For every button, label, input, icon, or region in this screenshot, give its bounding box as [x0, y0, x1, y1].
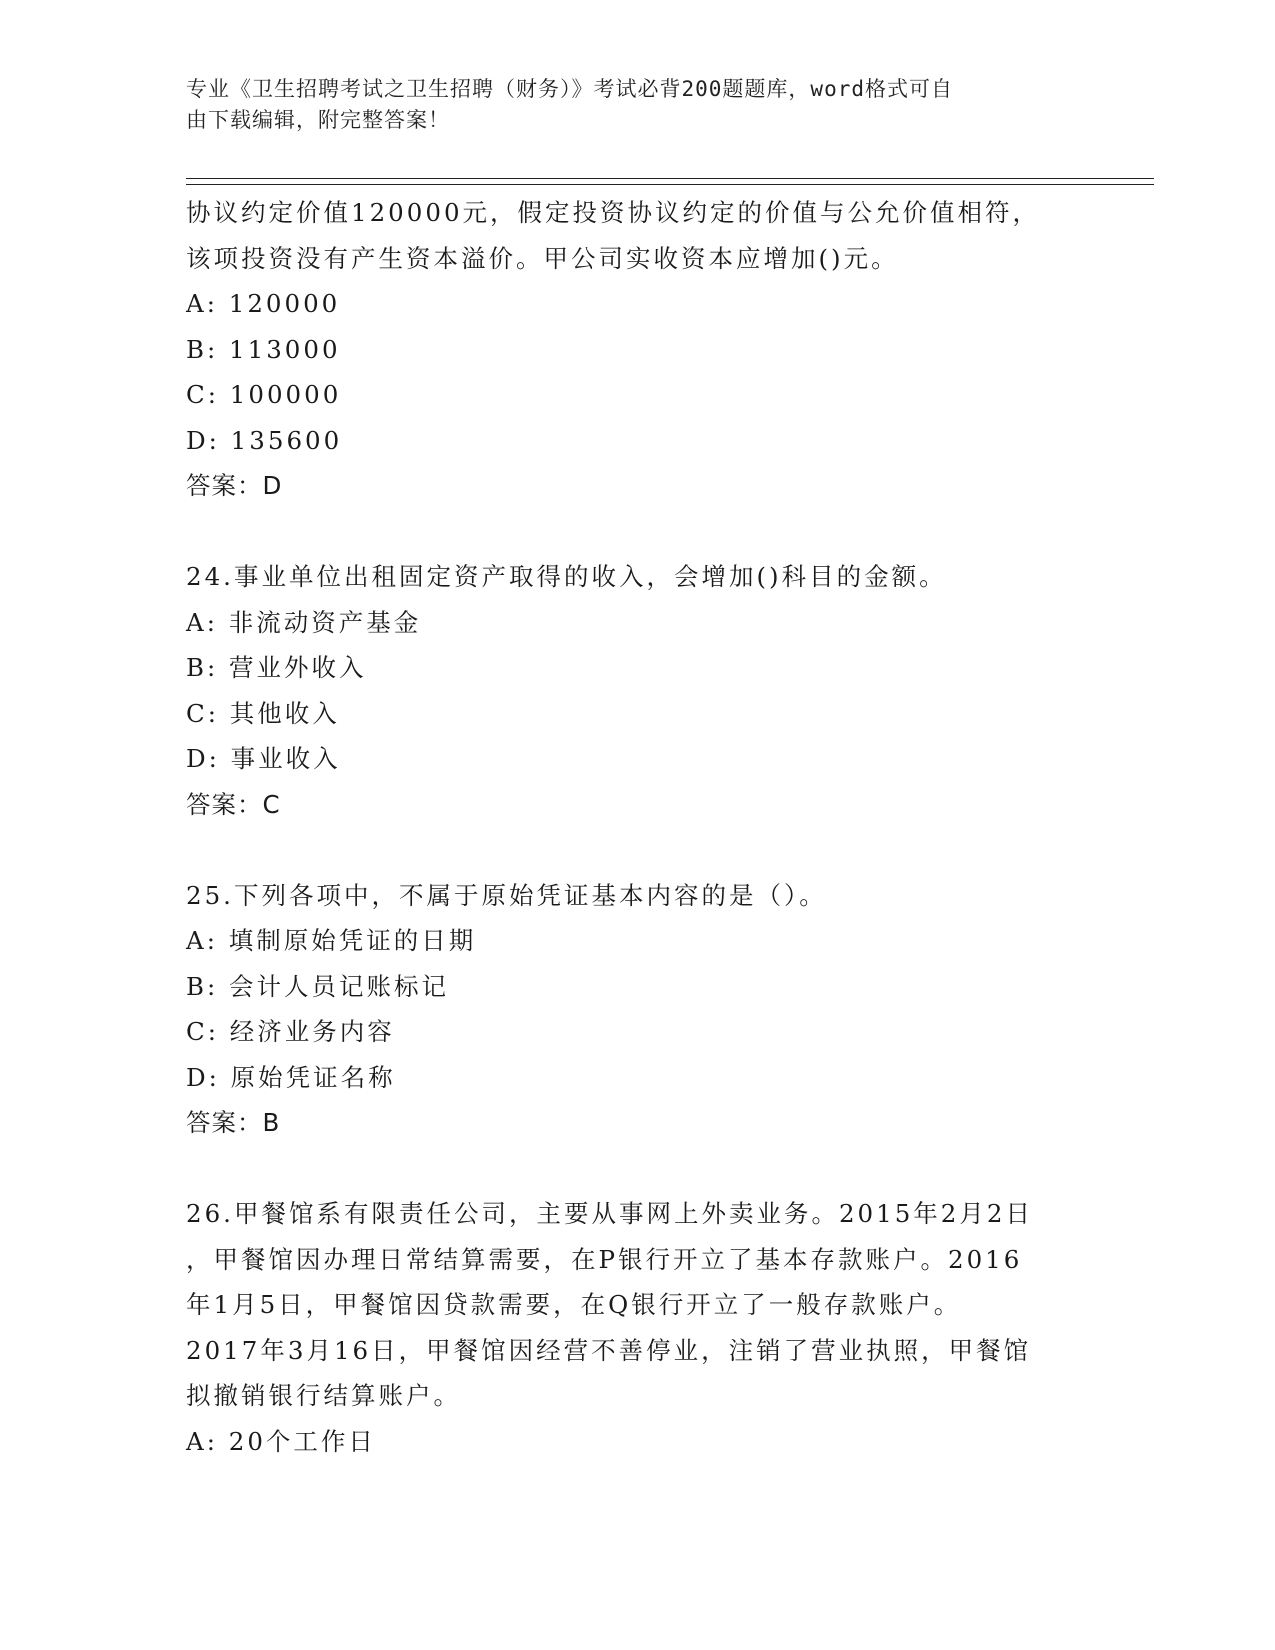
option-c: C: 其他收入: [186, 698, 340, 728]
answer-line: 答案：C: [186, 789, 281, 819]
option-b: B: 113000: [186, 334, 341, 364]
header-divider-top: [186, 178, 1154, 179]
option-a: A: 填制原始凭证的日期: [186, 926, 477, 955]
question-23: [186, 190, 1086, 509]
answer-line: 答案：B: [186, 1108, 281, 1137]
answer-line: 答案：D: [186, 471, 283, 500]
option-d: D: 135600: [186, 425, 343, 455]
question-stem-line: 2017年3月16日，甲餐馆因经营不善停业，注销了营业执照，甲餐馆: [186, 1335, 1032, 1365]
option-c: C: 经济业务内容: [186, 1017, 395, 1046]
header-divider-bottom: [186, 184, 1154, 185]
question-stem-line: ，甲餐馆因办理日常结算需要，在P银行开立了基本存款账户。2016: [186, 1244, 1023, 1274]
question-stem-line: 年1月5日，甲餐馆因贷款需要，在Q银行开立了一般存款账户。: [186, 1290, 962, 1319]
option-b: B: 营业外收入: [186, 653, 367, 682]
spacer: [186, 509, 1086, 555]
question-stem-line: 协议约定价值120000元，假定投资协议约定的价值与公允价值相符，: [186, 198, 1041, 227]
question-stem-line: 拟撤销银行结算账户。: [186, 1381, 461, 1410]
document-body: [186, 190, 1086, 1464]
option-a: A: 120000: [186, 289, 341, 318]
question-stem-line: 该项投资没有产生资本溢价。甲公司实收资本应增加()元。: [186, 243, 899, 273]
question-26: [186, 1191, 1086, 1464]
question-24: [186, 554, 1086, 827]
spacer: [186, 827, 1086, 873]
option-a: A: 20个工作日: [186, 1426, 376, 1456]
question-25: [186, 873, 1086, 1146]
document-header: [186, 74, 1066, 136]
question-stem-line: 24.事业单位出租固定资产取得的收入，会增加()科目的金额。: [186, 562, 947, 591]
question-stem-line: 25.下列各项中，不属于原始凭证基本内容的是（）。: [186, 880, 827, 910]
option-d: D: 原始凭证名称: [186, 1062, 396, 1092]
spacer: [186, 1146, 1086, 1192]
option-b: B: 会计人员记账标记: [186, 971, 450, 1001]
option-c: C: 100000: [186, 380, 342, 409]
option-d: D: 事业收入: [186, 744, 341, 773]
header-line-1: 专业《卫生招聘考试之卫生招聘（财务）》考试必背200题题库，word格式可自: [186, 77, 953, 101]
question-stem-line: 26.甲餐馆系有限责任公司，主要从事网上外卖业务。2015年2月2日: [186, 1199, 1033, 1228]
option-a: A: 非流动资产基金: [186, 607, 422, 637]
header-line-2: 由下载编辑，附完整答案！: [186, 108, 450, 132]
